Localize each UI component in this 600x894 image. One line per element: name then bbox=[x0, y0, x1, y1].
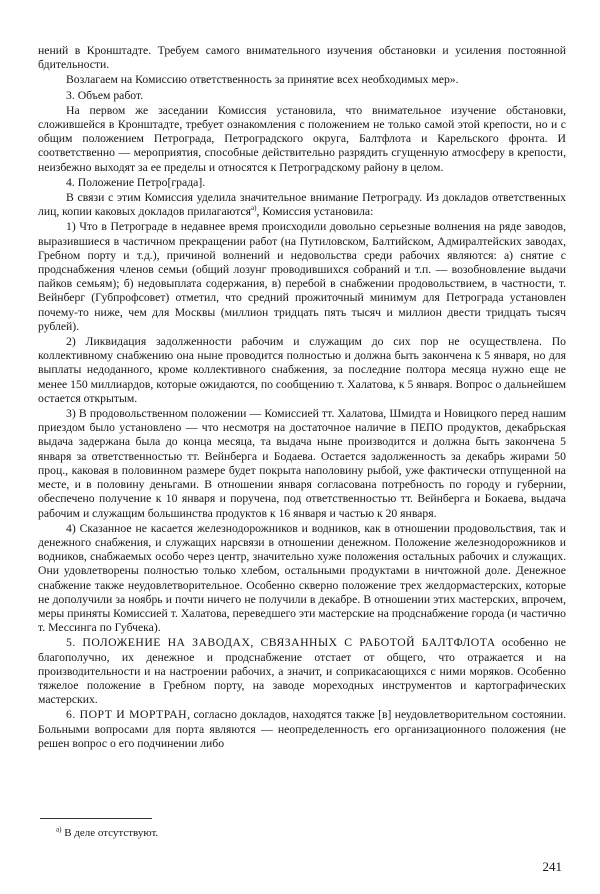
paragraph-item-4-railway: 4) Сказанное не касается железнодорожников и водников, как в отношении продовольствия, так и денежного снабжения, и служащих нарсвязи в отношении денежном. Положение железнодорожников и водников, снабжаемых особо через центр, значительно хуже положения остальных рабочих и служащих. Они удовлетворены полностью только хлебом, остальными продуктами в ничтожной доле. Денежное снабжение также неудовлетворительное. Особенно скверно положение трех желдормастерских, которые не дополучили за ноябрь и почти ничего не получили в декабре. В отношении этих мастерских, впрочем, меры приняты Комиссией т. Халатова, переведшего эти мастерские на продснабжение города (и частично т. Мессинга по Губчека). bbox=[38, 521, 566, 635]
paragraph-item-6-body: , согласно докладов, находятся также [в] неудовлетворительном состоянии. Больными вопросами для порта являются — неопределенность его организационного положения (не решен вопрос о его подчинении либо bbox=[38, 708, 566, 750]
footnote bbox=[56, 826, 158, 840]
footnote-reference: а) bbox=[251, 204, 257, 213]
paragraph-item-5-body: особенно не благополучно, их денежное и продснабжение отстает от общего, что отражается и на производительности и на настроении рабочих, а значит, и соприкасающихся с ними моряков. Особенно тяжелое положение в Гребном порту, на заводе мореходных инструментов и картографических мастерских. bbox=[38, 636, 566, 707]
paragraph-item-2-debt: 2) Ликвидация задолженности рабочим и служащим до сих пор не осуществлена. По коллективному снабжению она ныне проводится полностью и должна быть закончена к 5 января, но для выплаты недоданного, кроме коллективного снабжения, за последние полтора месяца нужно еще не менее 150 миллиардов, которые ожидаются, по сообщению т. Халатова, к 5 января. Вопрос о дальнейшем остается открытым. bbox=[38, 335, 566, 405]
paragraph-commission-responsibility: Возлагаем на Комиссию ответственность за принятие всех необходимых мер». bbox=[66, 73, 459, 87]
paragraph-petrograd-attention-text: В связи с этим Комиссия уделила значительное внимание Петрограду. Из докладов ответственных лиц, копии каковых докладов прилагаются bbox=[38, 191, 566, 219]
paragraph-continuation: нений в Кронштадте. Требуем самого внимательного изучения обстановки и усиления постоянной бдительности. bbox=[38, 44, 566, 72]
paragraph-item-5-factories bbox=[38, 636, 566, 707]
page-number: 241 bbox=[542, 859, 562, 874]
section-heading-scope: 3. Объем работ. bbox=[66, 88, 144, 102]
paragraph-petrograd-attention-end: , Комиссия установила: bbox=[256, 205, 374, 219]
paragraph-item-6-port bbox=[38, 708, 566, 751]
paragraph-item-6-heading: 6. ПОРТ И МОРТРАН bbox=[66, 708, 188, 722]
footnote-marker: а) bbox=[56, 825, 62, 834]
paragraph-petrograd-attention bbox=[38, 191, 566, 219]
paragraph-first-meeting: На первом же заседании Комиссия установила, что внимательное изучение обстановки, сложившейся в Кронштадте, требует ознакомления с положением не только самой этой крепости, но и с общим положением Петрограда, Петроградского округа, Балтфлота и Карельского фронта. И соответственно — мероприятия, способные действительно разрядить сгущенную атмосферу в крепости, неизбежно выходят за ее пределы и относятся к Петроградскому району в целом. bbox=[38, 103, 566, 174]
footnote-divider bbox=[40, 818, 152, 819]
paragraph-item-3-food: 3) В продовольственном положении — Комиссией тт. Халатова, Шмидта и Новицкого перед нашим приездом было установлено — что несмотря на достаточное наличие в ПЕПО продуктов, декабрьская выдача задержана была до конца месяца, та выдача ныне производится и должна быть закончена 5 января за ответственностью тт. Вейнберга и Бодаева. Остается задолженность за декабрь жирами 50 проц., каковая в половинном размере будет покрыта наполовину рыбой, уже фактически отпущенной на месте, и в половину деньгами. В отношении января согласована потребность по городу и губернии, обеспечено получение к 10 января и поручена, под ответственностью тт. Вейнберга и Бокаева, выдача рабочим и служащим большинства продуктов к 16 января и частью к 20 января. bbox=[38, 407, 566, 520]
section-heading-petrograd: 4. Положение Петро[града]. bbox=[66, 175, 206, 189]
paragraph-item-5-heading: 5. ПОЛОЖЕНИЕ НА ЗАВОДАХ, СВЯЗАННЫХ С РАБОТОЙ БАЛТФЛОТА bbox=[66, 636, 496, 650]
footnote-text: В деле отсутствуют. bbox=[64, 827, 159, 839]
paragraph-item-1-unrest: 1) Что в Петрограде в недавнее время происходили довольно серьезные волнения на ряде заводов, выразившиеся в частичном прекращении работ (на Путиловском, Балтийском, Адмиралтейских заводах, Гребном порту и т.д.), причиной волнений и недовольства среди рабочих являются: а) снятие с продснабжения членов семьи (общий лозунг проводившихся собраний и т.п. — возобновление выдачи пайков семьям); б) недовыплата содержания, в) перебой в снабжении продовольствием, в частности, т. Вейнберг (Губпрофсовет) отметил, что средний прожиточный минимум для Петрограда установлен почему-то ниже, чем для Москвы (миллион тридцать пять тысяч и миллион двести тридцать тысяч рублей). bbox=[38, 220, 566, 333]
